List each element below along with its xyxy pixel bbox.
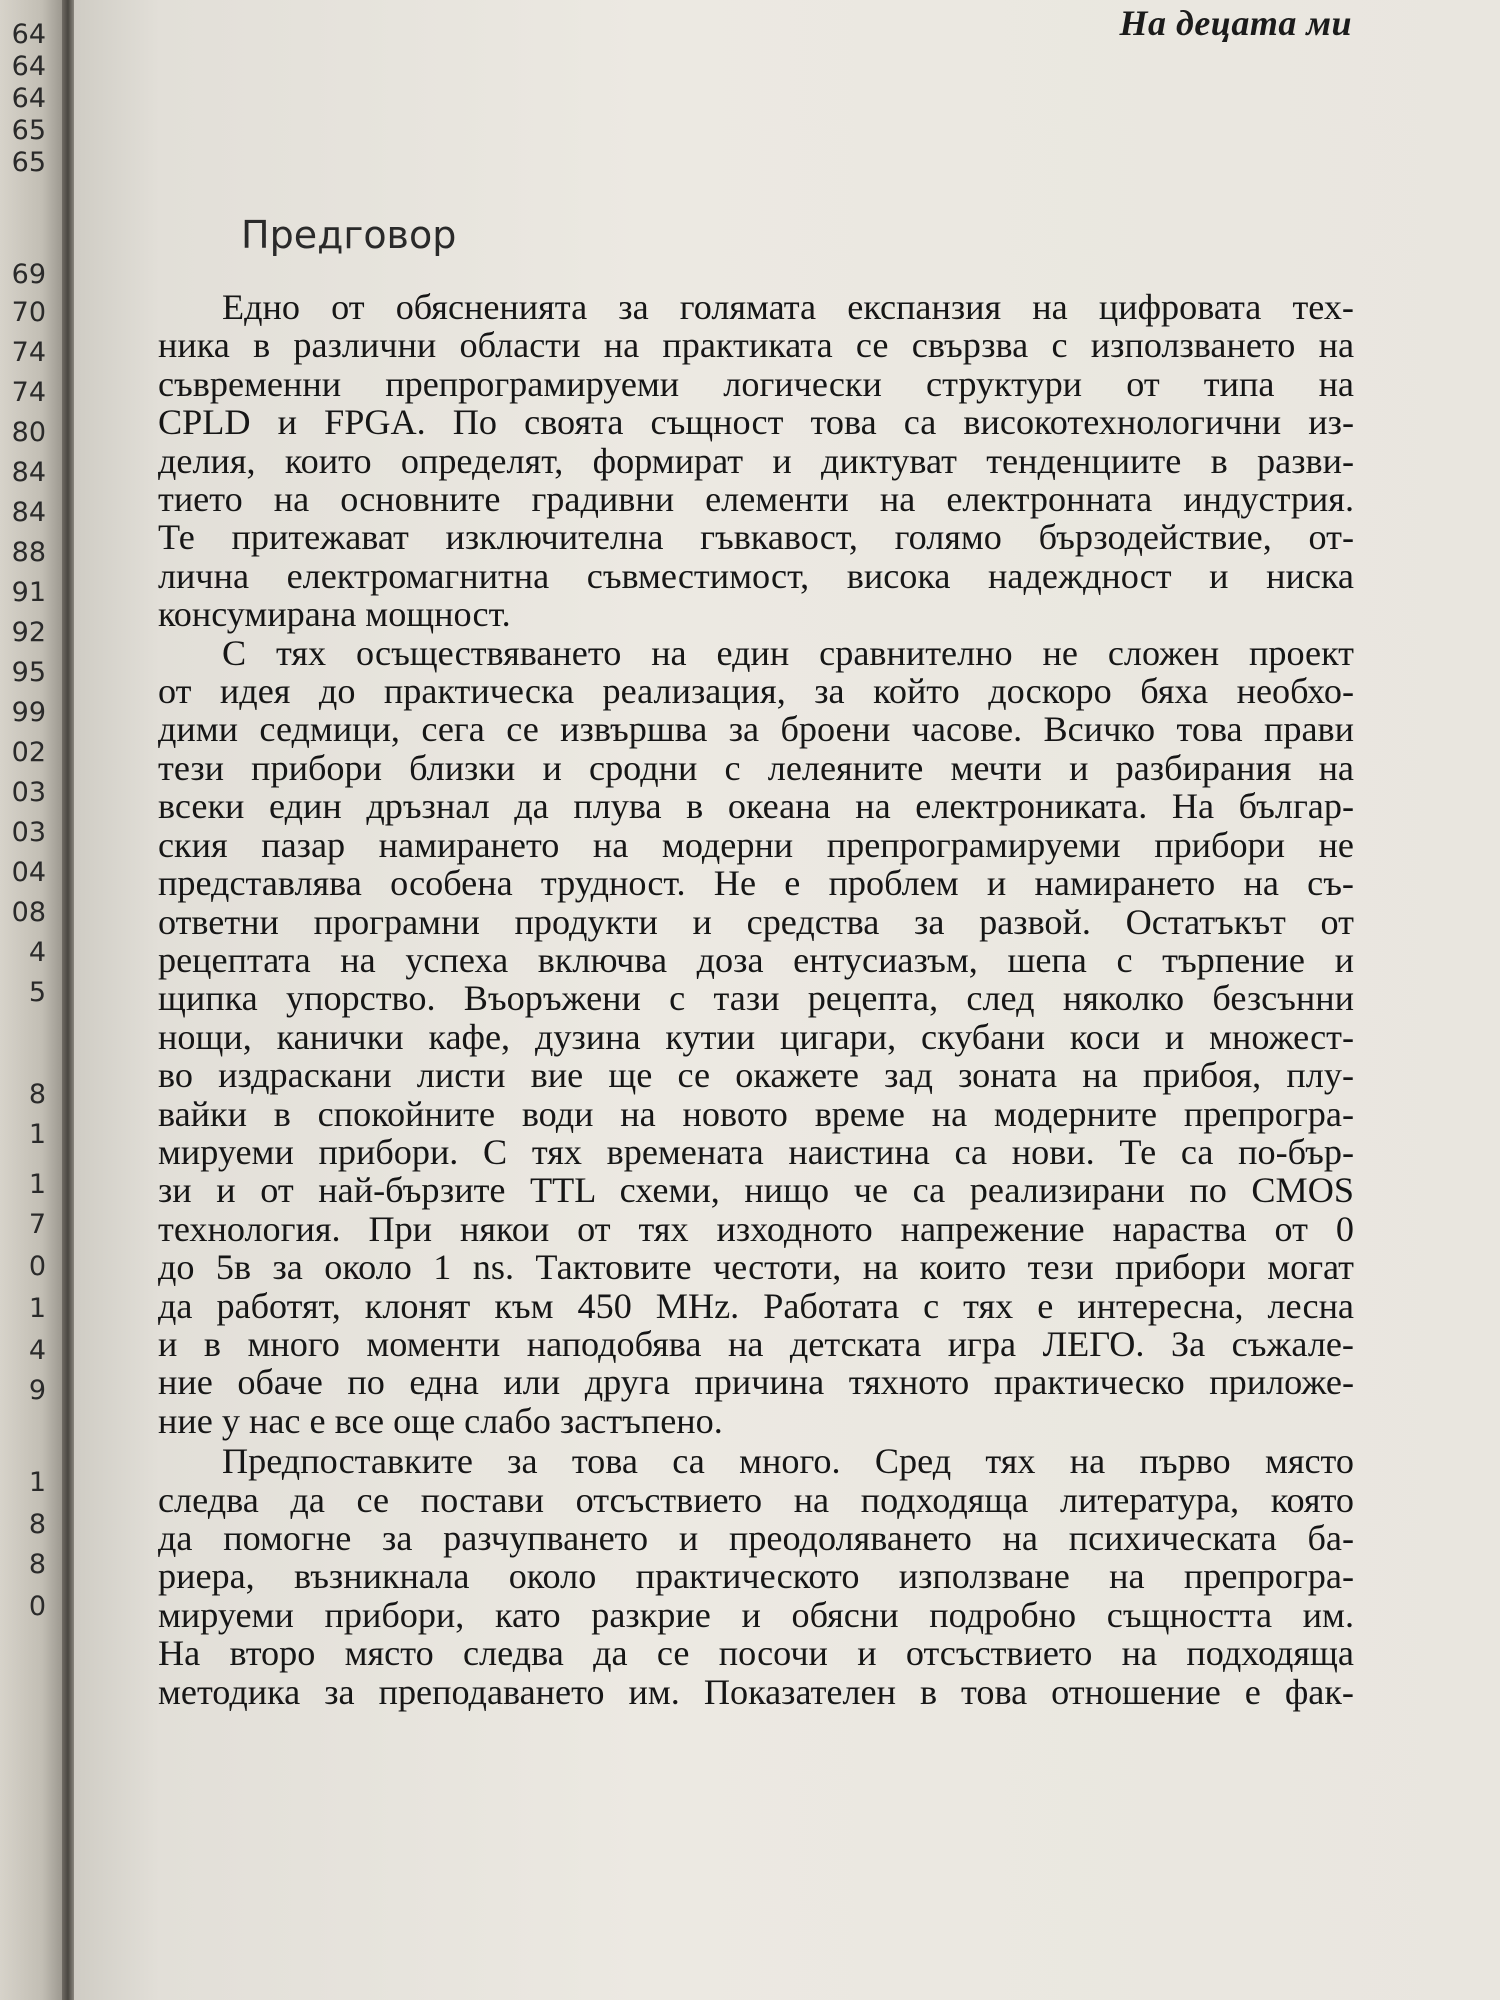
margin-number: 1	[28, 1293, 46, 1324]
margin-number: 69	[11, 259, 46, 290]
margin-number: 08	[11, 897, 46, 928]
margin-number: 65	[11, 147, 46, 178]
paragraph-3	[158, 1442, 1354, 1711]
margin-number: 64	[11, 51, 46, 82]
text-line: дими седмици, сега се извършва за броени часове. Всичко това прави	[158, 709, 1354, 750]
text-line: тези прибори близки и сродни с лелеяните мечти и разбирания на	[158, 747, 1354, 788]
margin-number: 0	[28, 1591, 46, 1622]
paragraph-1	[158, 288, 1354, 634]
margin-number: 65	[11, 115, 46, 146]
margin-number: 1	[28, 1467, 46, 1498]
margin-number: 70	[11, 297, 46, 328]
text-line: На второ място следва да се посочи и отсъствието на подходяща	[158, 1633, 1354, 1674]
margin-number: 80	[11, 417, 46, 448]
text-line: нощи, канички кафе, дузина кутии цигари, скубани коси и множест-	[158, 1016, 1354, 1057]
text-line: CPLD и FPGA. По своята същност това са високотехнологични из-	[158, 402, 1354, 443]
margin-number: 4	[28, 937, 46, 968]
margin-number: 03	[11, 777, 46, 808]
paragraph-2	[158, 634, 1354, 1441]
text-line: представлява особена трудност. Не е проблем и намирането на съ-	[158, 863, 1354, 904]
text-line: ние обаче по една или друга причина тяхното практическо приложе-	[158, 1362, 1354, 1403]
text-line: делия, които определят, формират и диктуват тенденциите в разви-	[158, 440, 1354, 481]
margin-number: 8	[28, 1079, 46, 1110]
margin-number: 1	[28, 1119, 46, 1150]
text-line: вайки в спокойните води на новото време на модерните препрогра-	[158, 1093, 1354, 1134]
running-header-title: На децата ми	[1119, 3, 1352, 43]
text-line: консумирана мощност.	[158, 594, 511, 635]
text-line: зи и от най-бързите TTL схеми, нищо че са реализирани по CMOS	[158, 1170, 1354, 1211]
text-line: от идея до практическа реализация, за който доскоро бяха необхо-	[158, 671, 1354, 712]
margin-number: 74	[11, 377, 46, 408]
text-line: Предпоставките за това са много. Сред тях на първо място	[222, 1441, 1354, 1482]
text-line: ника в различни области на практиката се свързва с използването на	[158, 325, 1354, 366]
margin-number: 5	[28, 977, 46, 1008]
section-title: Предговор	[241, 213, 457, 258]
text-line: рецептата на успеха включва доза ентусиазъм, шепа с търпение и	[158, 939, 1354, 980]
margin-number: 91	[11, 577, 46, 608]
preface-body	[158, 288, 1354, 1711]
text-line: методика за преподаването им. Показателен в това отношение е фак-	[158, 1671, 1354, 1712]
text-line: да помогне за разчупването и преодоляването на психическата ба-	[158, 1518, 1354, 1558]
text-line: лична електромагнитна съвместимост, висока надеждност и ниска	[158, 555, 1354, 596]
text-line: до 5в за около 1 ns. Тактовите честоти, на които тези прибори могат	[158, 1247, 1354, 1288]
text-line: тието на основните градивни елементи на електронната индустрия.	[158, 479, 1354, 520]
text-line: риера, възникнала около практическото използване на препрогра-	[158, 1556, 1354, 1597]
margin-number: 84	[11, 497, 46, 528]
text-line: мируеми прибори, като разкрие и обясни подробно същността им.	[158, 1594, 1354, 1635]
margin-number: 8	[28, 1549, 46, 1580]
margin-number: 64	[11, 83, 46, 114]
text-line: С тях осъществяването на един сравнително не сложен проект	[222, 632, 1354, 673]
text-line: щипка упорство. Въоръжени с тази рецепта, след няколко безсънни	[158, 978, 1354, 1019]
text-line: да работят, клонят към 450 MHz. Работата с тях е интересна, лесна	[158, 1285, 1354, 1326]
margin-number: 95	[11, 657, 46, 688]
margin-number: 7	[28, 1209, 46, 1240]
text-line: мируеми прибори. С тях времената наистина са нови. Те са по-бър-	[158, 1131, 1354, 1172]
text-line: и в много моменти наподобява на детската игра ЛЕГО. За съжале-	[158, 1323, 1354, 1364]
margin-number: 64	[11, 19, 46, 50]
text-line: во издраскани листи вие ще се окажете зад зоната на прибоя, плу-	[158, 1055, 1354, 1096]
text-line: ответни програмни продукти и средства за развой. Остатъкът от	[158, 901, 1354, 942]
margin-number: 02	[11, 737, 46, 768]
margin-number: 1	[28, 1169, 46, 1200]
book-spine-shadow	[62, 0, 74, 2000]
margin-number: 74	[11, 337, 46, 368]
text-line: Едно от обясненията за голямата експанзия на цифровата тех-	[222, 287, 1354, 327]
margin-number: 9	[28, 1375, 46, 1406]
margin-number: 0	[28, 1251, 46, 1282]
text-line: ние у нас е все още слабо застъпено.	[158, 1400, 723, 1441]
margin-number: 4	[28, 1335, 46, 1366]
text-line: следва да се постави отсъствието на подходяща литература, която	[158, 1479, 1354, 1520]
margin-number: 04	[11, 857, 46, 888]
text-line: Те притежават изключителна гъвкавост, голямо бързодействие, от-	[158, 517, 1354, 558]
text-line: всеки един дръзнал да плува в океана на електрониката. На българ-	[158, 786, 1354, 827]
text-line: ския пазар намирането на модерни препрограмируеми прибори не	[158, 824, 1354, 865]
margin-number: 99	[11, 697, 46, 728]
margin-number: 92	[11, 617, 46, 648]
margin-number: 8	[28, 1509, 46, 1540]
text-line: технология. При някои от тях изходното напрежение нараства от 0	[158, 1208, 1354, 1249]
text-line: съвременни препрограмируеми логически структури от типа на	[158, 363, 1354, 404]
margin-number: 88	[11, 537, 46, 568]
margin-number: 03	[11, 817, 46, 848]
margin-number: 84	[11, 457, 46, 488]
